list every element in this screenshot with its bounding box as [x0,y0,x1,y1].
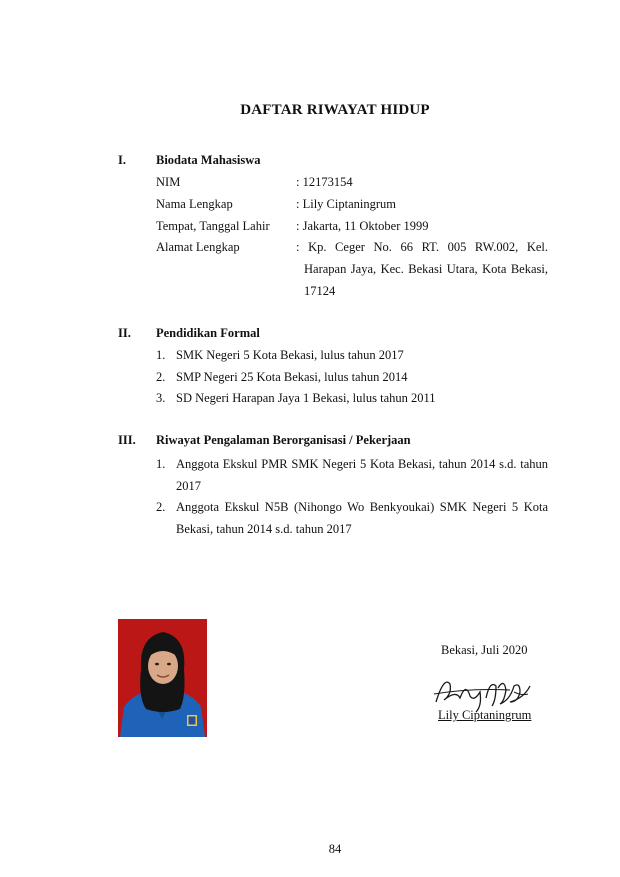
nim-label: NIM [156,175,181,189]
birth-place-date-label: Tempat, Tanggal Lahir [156,219,270,233]
education-item-2: SMP Negeri 25 Kota Bekasi, lulus tahun 2014 [176,370,408,384]
section-1-heading: Biodata Mahasiswa [156,153,261,167]
profile-photo [118,619,207,737]
full-name-value: : Lily Ciptaningrum [296,197,396,211]
full-name-label: Nama Lengkap [156,197,233,211]
education-item-3: SD Negeri Harapan Jaya 1 Bekasi, lulus tahun 2011 [176,391,436,405]
experience-item-2: Anggota Ekskul N5B (Nihongo Wo Benkyoukai) SMK Negeri 5 Kota Bekasi, tahun 2014 s.d. tahun 2017 [176,500,548,536]
section-1-number: I. [118,153,126,167]
address-label: Alamat Lengkap [156,240,240,254]
education-item-2-number: 2. [156,370,166,384]
experience-item-1: Anggota Ekskul PMR SMK Negeri 5 Kota Bekasi, tahun 2014 s.d. tahun 2017 [176,457,548,493]
document-title: DAFTAR RIWAYAT HIDUP [240,102,430,118]
page-number: 84 [328,842,342,856]
address-text: : Kp. Ceger No. 66 RT. 005 RW.002, Kel. Harapan Jaya, Kec. Bekasi Utara, Kota Bekasi, 17124 [296,240,548,298]
section-2-number: II. [118,326,131,340]
education-item-3-number: 3. [156,391,166,405]
section-3-number: III. [118,433,136,447]
experience-item-2-number: 2. [156,500,166,514]
nim-value: : 12173154 [296,175,353,189]
signer-name: Lily Ciptaningrum [438,708,532,722]
section-2-heading: Pendidikan Formal [156,326,260,340]
place-date: Bekasi, Juli 2020 [441,643,528,657]
experience-item-1-number: 1. [156,457,166,471]
section-3-heading: Riwayat Pengalaman Berorganisasi / Pekerjaan [156,433,411,447]
birth-place-date-value: : Jakarta, 11 Oktober 1999 [296,219,429,233]
address-value [296,236,548,302]
education-item-1: SMK Negeri 5 Kota Bekasi, lulus tahun 2017 [176,348,404,362]
education-item-1-number: 1. [156,348,166,362]
